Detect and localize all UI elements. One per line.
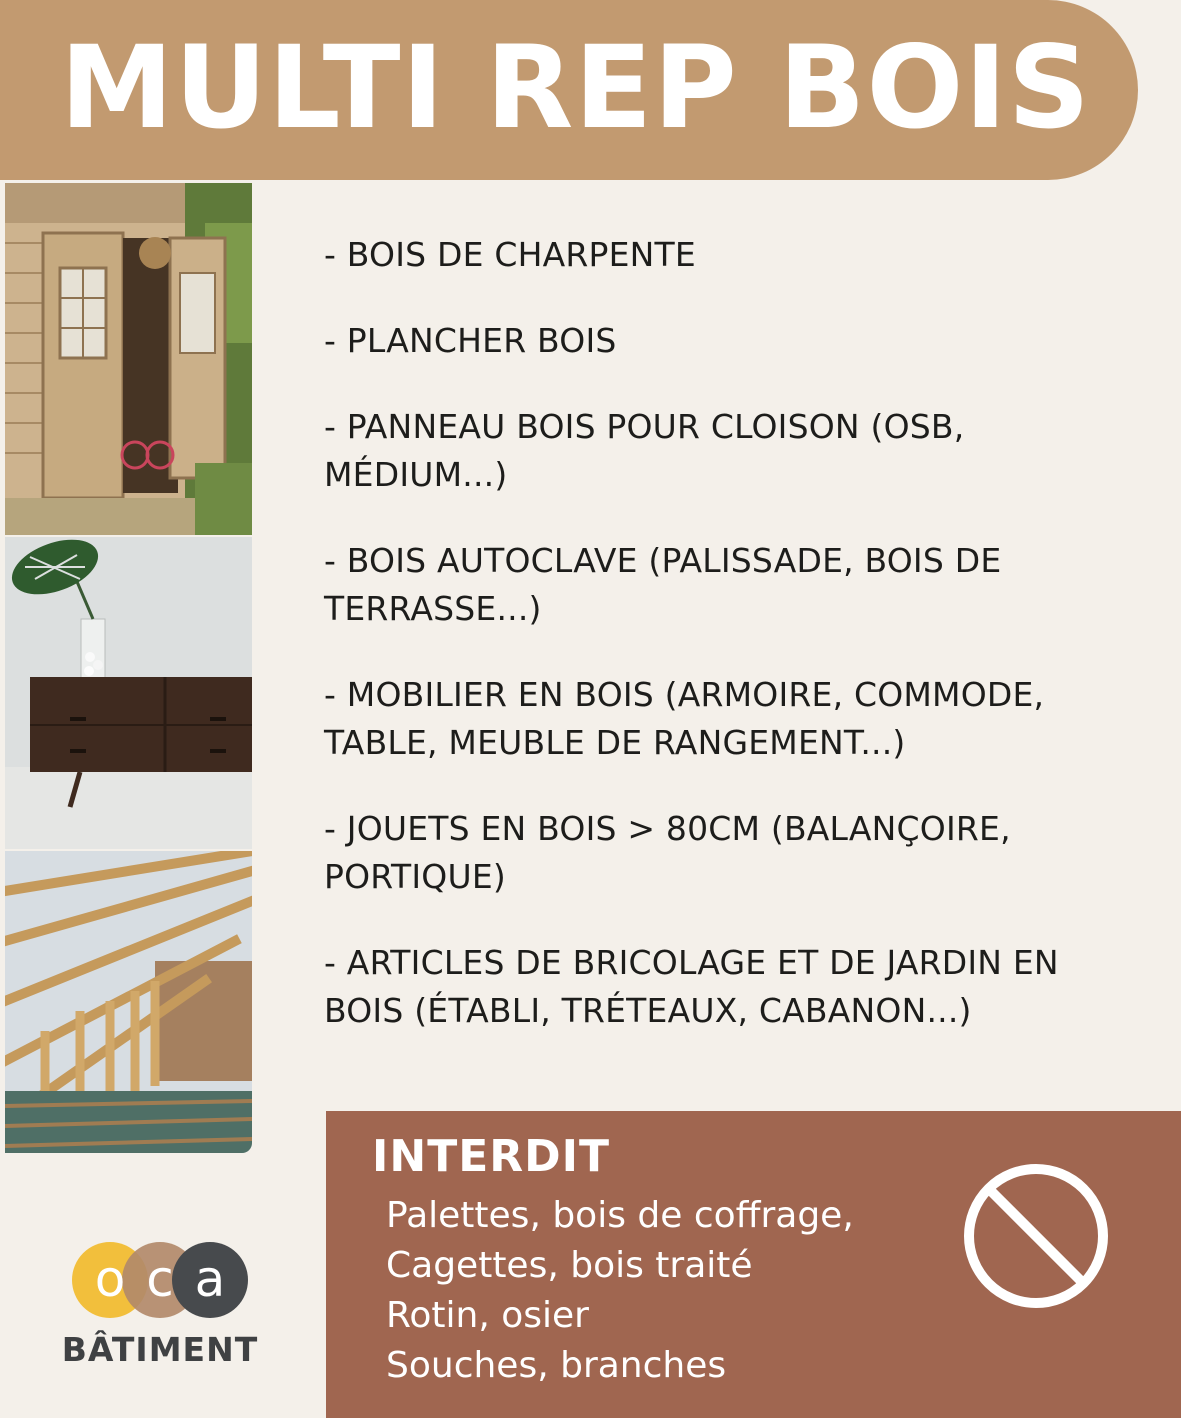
- forbidden-item: Cagettes, bois traité: [386, 1245, 753, 1286]
- accepted-items-list: [324, 231, 1144, 1073]
- forbidden-title: INTERDIT: [372, 1131, 611, 1182]
- list-item: - ARTICLES DE BRICOLAGE ET DE JARDIN EN BOIS (ÉTABLI, TRÉTEAUX, CABANON...): [324, 943, 1059, 1030]
- roof-frame-photo: [5, 851, 252, 1153]
- title-banner: [0, 0, 1138, 180]
- list-item: - BOIS AUTOCLAVE (PALISSADE, BOIS DE TERRASSE...): [324, 541, 1002, 628]
- list-item: - BOIS DE CHARPENTE: [324, 235, 696, 274]
- logo-label: BÂTIMENT: [61, 1330, 259, 1369]
- furniture-photo: [5, 537, 252, 849]
- oca-logo-icon: [70, 1238, 250, 1328]
- page-title: MULTI REP BOIS: [60, 21, 1091, 154]
- forbidden-item: Souches, branches: [386, 1345, 727, 1386]
- list-item: - PLANCHER BOIS: [324, 321, 617, 360]
- shed-photo: [5, 183, 252, 535]
- svg-text:o: o: [94, 1250, 126, 1308]
- forbidden-panel: [326, 1111, 1181, 1418]
- list-item: - JOUETS EN BOIS > 80CM (BALANÇOIRE, PORTIQUE): [324, 809, 1011, 896]
- svg-text:c: c: [146, 1250, 174, 1308]
- list-item: - PANNEAU BOIS POUR CLOISON (OSB, MÉDIUM...): [324, 407, 965, 494]
- forbidden-item: Rotin, osier: [386, 1295, 589, 1336]
- oca-batiment-logo: [50, 1238, 270, 1368]
- list-item: - MOBILIER EN BOIS (ARMOIRE, COMMODE, TABLE, MEUBLE DE RANGEMENT...): [324, 675, 1045, 762]
- forbidden-items-list: [386, 1191, 854, 1391]
- svg-text:a: a: [194, 1250, 226, 1308]
- prohibited-icon: [961, 1161, 1111, 1311]
- forbidden-item: Palettes, bois de coffrage,: [386, 1195, 854, 1236]
